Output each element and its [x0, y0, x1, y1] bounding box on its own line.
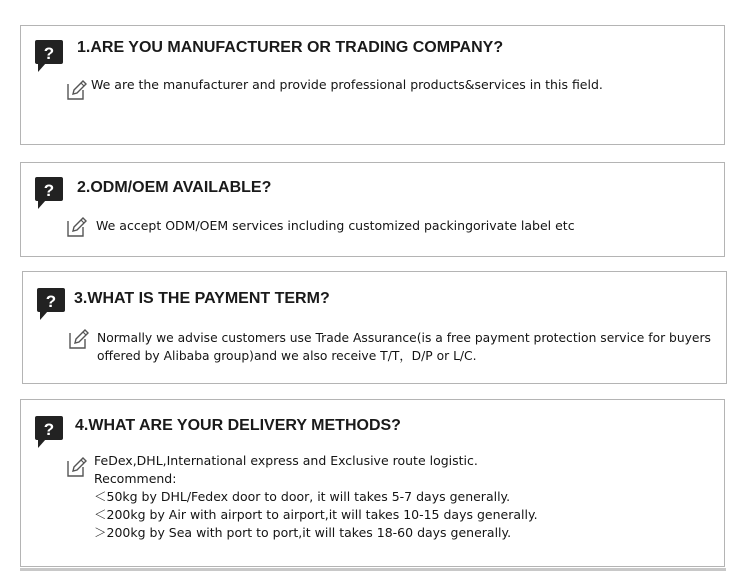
answer-line: We accept ODM/OEM services including customized packingorivate label etc: [96, 218, 575, 233]
answer-line: ＜50kg by DHL/Fedex door to door, it will takes 5-7 days generally.: [94, 489, 511, 504]
faq-answer-2: [96, 217, 575, 235]
question-glyph: ?: [43, 44, 55, 63]
question-glyph: ?: [43, 181, 55, 200]
answer-line: Recommend:: [94, 471, 177, 486]
faq-title-2: 2.ODM/OEM AVAILABLE?: [77, 179, 272, 196]
pencil-note-icon: [65, 216, 87, 238]
faq-title-1: 1.ARE YOU MANUFACTURER OR TRADING COMPANY?: [77, 39, 504, 56]
speech-bubble-question-icon: [33, 175, 65, 213]
speech-bubble-question-icon: [35, 286, 67, 324]
faq-card-4: [20, 399, 725, 567]
faq-card-3: [22, 271, 727, 384]
faq-title-3: 3.WHAT IS THE PAYMENT TERM?: [74, 290, 330, 307]
answer-line: We are the manufacturer and provide professional products&services in this field.: [91, 77, 603, 92]
question-glyph: ?: [45, 292, 57, 311]
answer-line: Normally we advise customers use Trade Assurance(is a free payment protection service for buyers: [97, 331, 711, 345]
faq-title-4: 4.WHAT ARE YOUR DELIVERY METHODS?: [75, 417, 401, 434]
answer-line: ＜200kg by Air with airport to airport,it will takes 10-15 days generally.: [94, 507, 538, 522]
faq-card-2: [20, 162, 725, 257]
answer-line: offered by Alibaba group)and we also receive T/T，D/P or L/C.: [97, 349, 477, 363]
pencil-note-icon: [65, 79, 87, 101]
bottom-divider: [20, 568, 726, 571]
pencil-note-icon: [67, 328, 89, 350]
answer-line: ＞200kg by Sea with port to port,it will takes 18-60 days generally.: [94, 525, 512, 540]
answer-line: FeDex,DHL,International express and Exclusive route logistic.: [94, 453, 478, 468]
question-glyph: ?: [43, 420, 55, 439]
pencil-note-icon: [65, 456, 87, 478]
speech-bubble-question-icon: [33, 414, 65, 452]
faq-answer-3: [97, 329, 711, 365]
faq-answer-1: [91, 76, 603, 94]
speech-bubble-question-icon: [33, 38, 65, 76]
faq-card-1: [20, 25, 725, 145]
faq-answer-4: [94, 452, 538, 542]
